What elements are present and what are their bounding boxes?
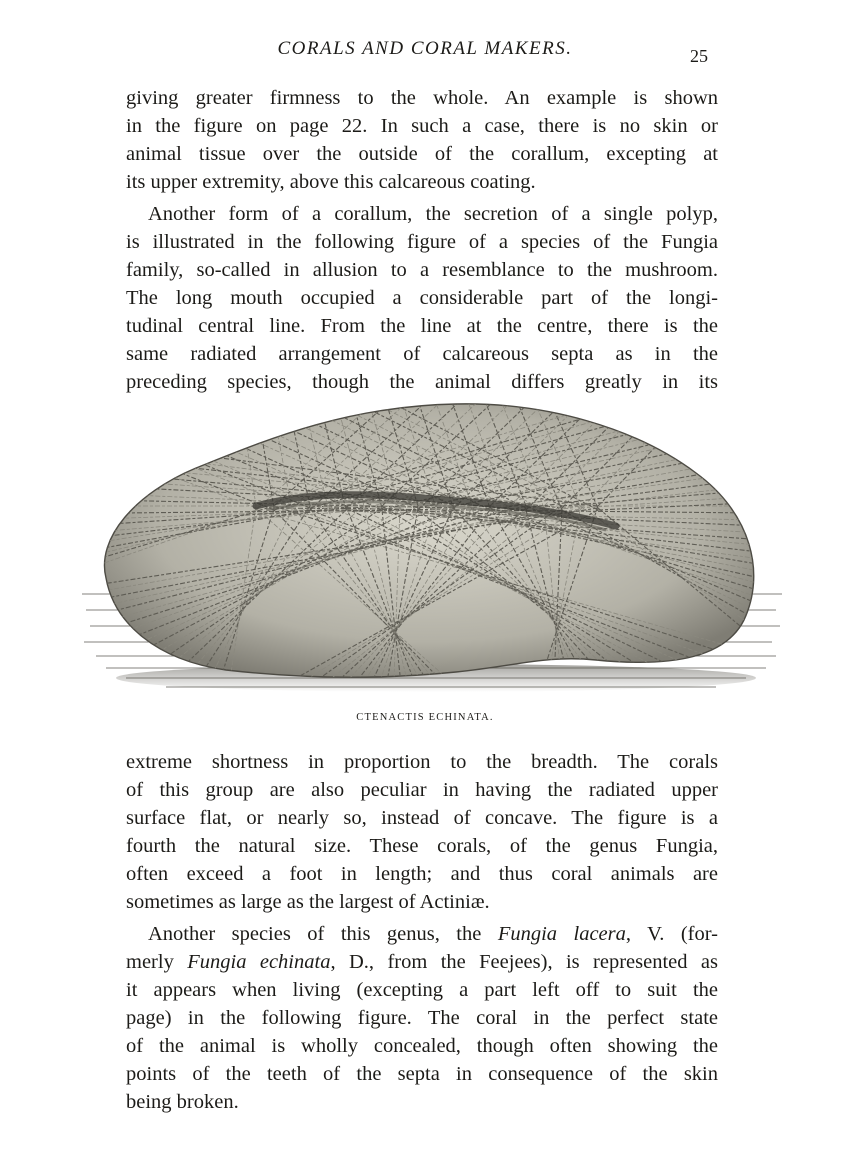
running-head: CORALS AND CORAL MAKERS.: [277, 38, 573, 59]
paragraph-2: [126, 200, 718, 396]
text-line: giving greater firmness to the whole. An example is shown: [126, 87, 718, 109]
paragraph-4: [126, 920, 718, 1116]
text-line: tudinal central line. From the line at the centre, there is the: [126, 315, 718, 337]
text-line: sometimes as large as the largest of Actiniæ.: [126, 891, 490, 913]
text-line: [126, 948, 718, 976]
page-number: 25: [690, 46, 708, 66]
paragraph-1: [126, 84, 718, 196]
text-line: preceding species, though the animal differs greatly in its: [126, 371, 718, 393]
text-line: Another form of a corallum, the secretion of a single polyp,: [148, 203, 718, 225]
coral-illustration: [76, 398, 788, 698]
text-segment: merly: [126, 951, 188, 973]
text-line: it appears when living (excepting a part left off to suit the: [126, 979, 718, 1001]
text-line: being broken.: [126, 1091, 239, 1113]
text-line: same radiated arrangement of calcareous septa as in the: [126, 343, 718, 365]
species-name: Fungia echinata: [187, 951, 331, 973]
species-name: Fungia lacera: [497, 923, 626, 945]
text-line: family, so-called in allusion to a resemblance to the mushroom.: [126, 259, 718, 281]
text-line: extreme shortness in proportion to the breadth. The corals: [126, 751, 718, 773]
figure-caption: CTENACTIS ECHINATA.: [356, 712, 494, 723]
text-line: of this group are also peculiar in having the radiated upper: [126, 779, 718, 801]
text-segment: , V. (for-: [625, 923, 718, 945]
top-text: [126, 84, 718, 396]
coral-engraving: [76, 398, 788, 698]
text-segment: , D., from the Feejees), is represented as: [330, 951, 719, 973]
paragraph-3: [126, 748, 718, 916]
text-segment: Another species of this genus, the: [148, 923, 498, 945]
text-line: points of the teeth of the septa in consequence of the skin: [126, 1063, 718, 1085]
text-line: [126, 920, 718, 948]
text-line: surface flat, or nearly so, instead of concave. The figure is a: [126, 807, 718, 829]
text-line: in the figure on page 22. In such a case, there is no skin or: [126, 115, 718, 137]
bottom-text: [126, 748, 718, 1116]
text-line: The long mouth occupied a considerable part of the longi-: [126, 287, 718, 309]
text-line: animal tissue over the outside of the corallum, excepting at: [126, 143, 718, 165]
text-line: its upper extremity, above this calcareous coating.: [126, 171, 536, 193]
text-line: is illustrated in the following figure of a species of the Fungia: [126, 231, 718, 253]
text-line: fourth the natural size. These corals, of the genus Fungia,: [126, 835, 718, 857]
text-line: of the animal is wholly concealed, though often showing the: [126, 1035, 718, 1057]
text-line: page) in the following figure. The coral in the perfect state: [126, 1007, 718, 1029]
text-line: often exceed a foot in length; and thus coral animals are: [126, 863, 718, 885]
